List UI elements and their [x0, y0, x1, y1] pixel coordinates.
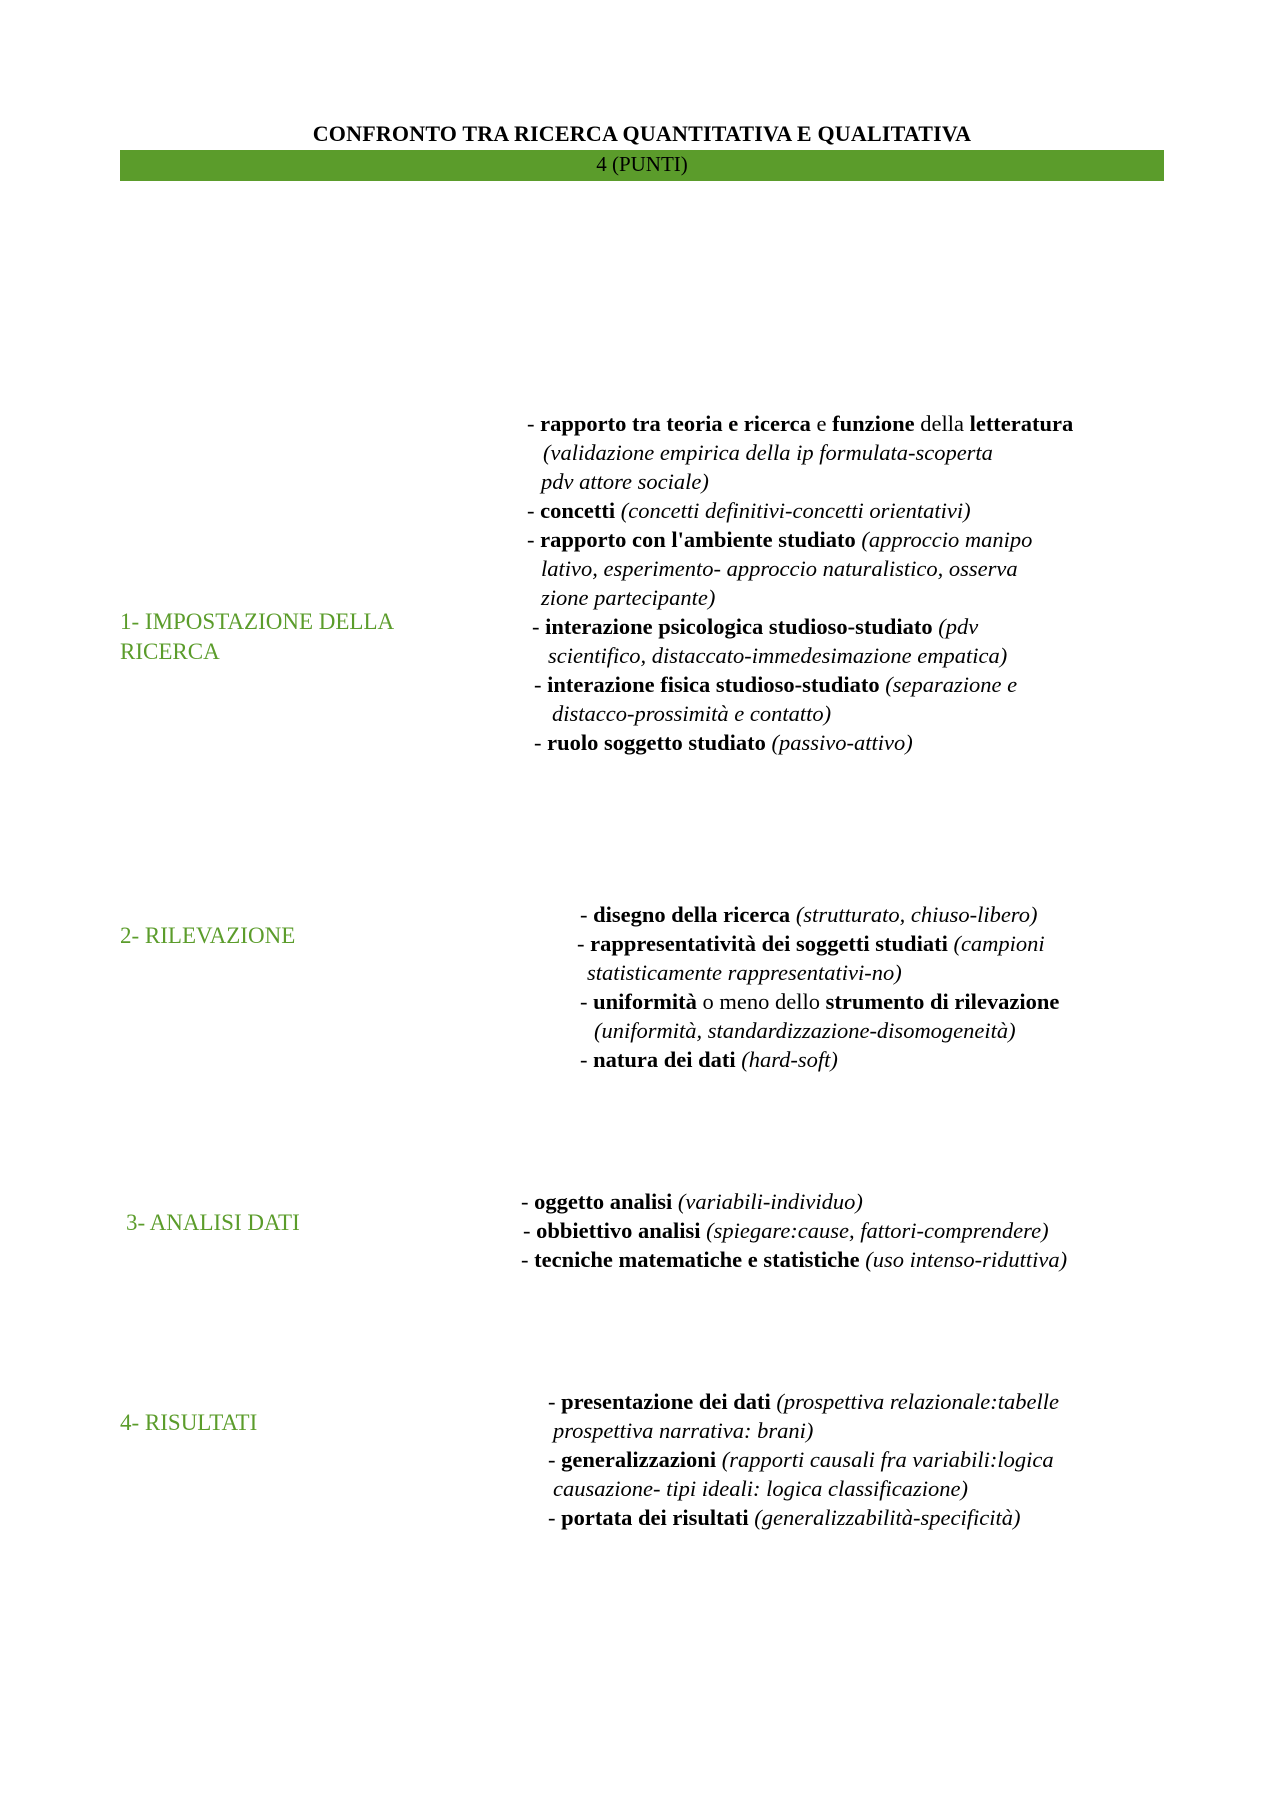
- italic-note: statisticamente rappresentativi-no): [587, 960, 902, 985]
- bold-term: portata dei risultati: [561, 1505, 749, 1530]
- italic-note: (pdv: [932, 614, 979, 639]
- content-line: [580, 987, 1059, 1016]
- italic-note: (campioni: [947, 931, 1045, 956]
- plain-text: e: [810, 411, 833, 436]
- plain-text: -: [521, 1247, 535, 1272]
- title-banner: [120, 150, 1164, 181]
- content-line: [541, 467, 709, 496]
- italic-note: causazione- tipi ideali: logica classificazione): [553, 1476, 968, 1501]
- content-line: [541, 583, 715, 612]
- bold-term: rappresentatività dei soggetti studiati: [590, 931, 948, 956]
- page-title: CONFRONTO TRA RICERCA QUANTITATIVA E QUALITATIVA: [312, 121, 972, 146]
- content-line: [553, 1416, 813, 1445]
- italic-note: scientifico, distaccato-immedesimazione empatica): [548, 643, 1008, 668]
- section-4-label: 4- RISULTATI: [120, 1410, 258, 1435]
- plain-text: -: [548, 1447, 562, 1472]
- plain-text: -: [577, 931, 591, 956]
- italic-note: (uso intenso-riduttiva): [859, 1247, 1068, 1272]
- plain-text: -: [548, 1389, 562, 1414]
- content-line: [548, 1387, 1059, 1416]
- content-line: [548, 1503, 1020, 1532]
- italic-note: lativo, esperimento- approccio naturalistico, osserva: [541, 556, 1018, 581]
- italic-note: (generalizzabilità-specificità): [748, 1505, 1021, 1530]
- italic-note: (rapporti causali fra variabili:logica: [716, 1447, 1054, 1472]
- plain-text: -: [521, 1189, 535, 1214]
- bold-term: funzione: [832, 411, 915, 436]
- content-line: [548, 1445, 1054, 1474]
- plain-text: -: [532, 614, 546, 639]
- content-line: [523, 1216, 1049, 1245]
- italic-note: (passivo-attivo): [765, 730, 913, 755]
- section-3-label: 3- ANALISI DATI: [126, 1210, 300, 1235]
- italic-note: zione partecipante): [541, 585, 716, 610]
- content-line: [577, 929, 1045, 958]
- content-line: [534, 728, 913, 757]
- content-line: [532, 612, 978, 641]
- plain-text: -: [548, 1505, 562, 1530]
- content-line: [594, 1016, 1016, 1045]
- bold-term: interazione fisica studioso-studiato: [547, 672, 880, 697]
- bold-term: interazione psicologica studioso-studiato: [545, 614, 933, 639]
- page-subtitle: 4 (PUNTI): [596, 152, 688, 176]
- italic-note: distacco-prossimità e contatto): [552, 701, 832, 726]
- italic-note: (variabili-individuo): [672, 1189, 863, 1214]
- bold-term: disegno della ricerca: [593, 902, 791, 927]
- bold-term: generalizzazioni: [561, 1447, 717, 1472]
- plain-text: -: [527, 498, 541, 523]
- content-line: [548, 641, 1007, 670]
- bold-term: strumento di rilevazione: [825, 989, 1060, 1014]
- plain-text: o meno dello: [696, 989, 826, 1014]
- italic-note: (hard-soft): [735, 1047, 838, 1072]
- bold-term: rapporto con l'ambiente studiato: [540, 527, 856, 552]
- content-line: [541, 554, 1018, 583]
- italic-note: (strutturato, chiuso-libero): [790, 902, 1038, 927]
- content-line: [527, 525, 1032, 554]
- content-line: [552, 699, 831, 728]
- italic-note: pdv attore sociale): [541, 469, 709, 494]
- plain-text: della: [914, 411, 970, 436]
- content-line: [553, 1474, 968, 1503]
- italic-note: (spiegare:cause, fattori-comprendere): [700, 1218, 1049, 1243]
- italic-note: (separazione e: [879, 672, 1018, 697]
- italic-note: (uniformità, standardizzazione-disomogeneità): [594, 1018, 1016, 1043]
- italic-note: prospettiva narrativa: brani): [553, 1418, 814, 1443]
- content-line: [527, 496, 971, 525]
- content-line: [580, 900, 1037, 929]
- italic-note: (validazione empirica della ip formulata-scoperta: [543, 440, 993, 465]
- content-line: [527, 409, 1073, 438]
- content-line: [521, 1187, 863, 1216]
- plain-text: -: [580, 902, 594, 927]
- italic-note: (prospettiva relazionale:tabelle: [770, 1389, 1059, 1414]
- content-line: [543, 438, 993, 467]
- bold-term: oggetto analisi: [534, 1189, 673, 1214]
- bold-term: obbiettivo analisi: [536, 1218, 701, 1243]
- plain-text: -: [523, 1218, 537, 1243]
- bold-term: uniformità: [593, 989, 697, 1014]
- plain-text: -: [527, 411, 541, 436]
- bold-term: letteratura: [969, 411, 1074, 436]
- plain-text: -: [580, 989, 594, 1014]
- content-line: [534, 670, 1017, 699]
- section-1-label: 1- IMPOSTAZIONE DELLA RICERCA: [120, 609, 395, 664]
- bold-term: tecniche matematiche e statistiche: [534, 1247, 860, 1272]
- bold-term: rapporto tra teoria e ricerca: [540, 411, 811, 436]
- italic-note: (concetti definitivi-concetti orientativi): [615, 498, 971, 523]
- content-line: [587, 958, 902, 987]
- plain-text: -: [534, 730, 548, 755]
- plain-text: -: [580, 1047, 594, 1072]
- italic-note: (approccio manipo: [855, 527, 1033, 552]
- section-2-label: 2- RILEVAZIONE: [120, 923, 296, 948]
- bold-term: natura dei dati: [593, 1047, 736, 1072]
- content-line: [521, 1245, 1067, 1274]
- bold-term: concetti: [540, 498, 616, 523]
- plain-text: -: [527, 527, 541, 552]
- bold-term: presentazione dei dati: [561, 1389, 771, 1414]
- bold-term: ruolo soggetto studiato: [547, 730, 766, 755]
- plain-text: -: [534, 672, 548, 697]
- content-line: [580, 1045, 838, 1074]
